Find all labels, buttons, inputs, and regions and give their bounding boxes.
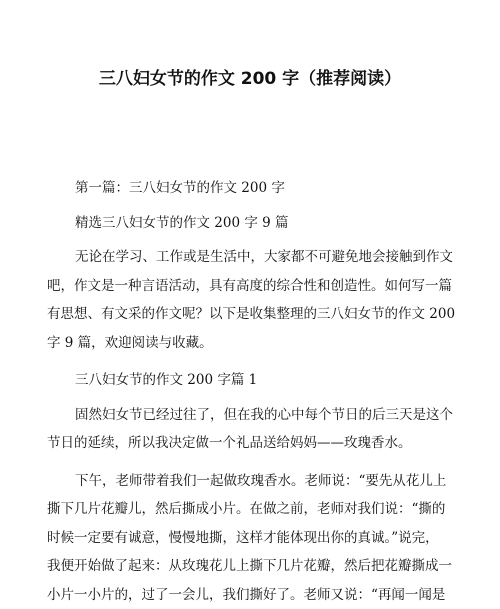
text-line: 我便开始做了起来：从玫瑰花儿上撕下几片花瓣，然后把花瓣撕成一 xyxy=(19,552,459,581)
text-line: 无论在学习、工作或是生活中，大家都不可避免地会接触到作文 xyxy=(47,243,459,272)
text-line: 吧，作文是一种言语活动，具有高度的综合性和创造性。如何写一篇 xyxy=(19,272,459,301)
text-line: 三八妇女节的作文 200 字篇 1 xyxy=(47,366,459,395)
essay-heading xyxy=(47,366,459,395)
text-line: 小片一小片的，过了一会儿，我们撕好了。老师又说：“再闻一闻是 xyxy=(19,581,459,609)
essay-paragraph xyxy=(47,467,459,609)
subheading xyxy=(47,209,459,238)
text-line: 时候一定要有诚意，慢慢地撕，这样才能体现出你的真诚。”说完， xyxy=(19,524,459,553)
text-line: 第一篇：三八妇女节的作文 200 字 xyxy=(47,174,459,203)
document-body xyxy=(47,174,459,609)
intro-paragraph xyxy=(47,243,459,357)
text-line: 固然妇女节已经过往了，但在我的心中每个节日的后三天是这个 xyxy=(47,401,459,430)
section-heading xyxy=(47,174,459,203)
text-line: 下午，老师带着我们一起做玫瑰香水。老师说：“要先从花儿上 xyxy=(47,467,459,496)
essay-paragraph xyxy=(47,401,459,458)
text-line: 节日的延续，所以我决定做一个礼品送给妈妈——玫瑰香水。 xyxy=(19,429,459,458)
text-line: 有思想、有文采的作文呢？以下是收集整理的三八妇女节的作文 200 xyxy=(19,300,459,329)
document-title: 三八妇女节的作文 200 字（推荐阅读） xyxy=(0,67,500,91)
text-line: 字 9 篇，欢迎阅读与收藏。 xyxy=(19,329,459,358)
text-line: 撕下几片花瓣儿，然后撕成小片。在做之前，老师对我们说：“撕的 xyxy=(19,495,459,524)
text-line: 精选三八妇女节的作文 200 字 9 篇 xyxy=(47,209,459,238)
